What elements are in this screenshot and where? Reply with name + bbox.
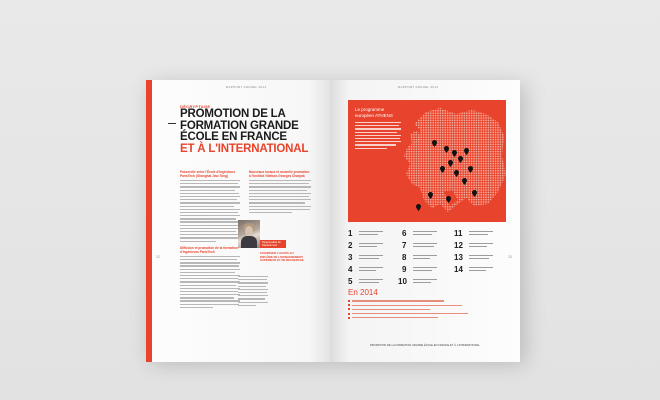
key-figures-list — [348, 300, 468, 321]
page-number: 32 — [156, 255, 160, 259]
map-pin-icon — [458, 156, 463, 163]
column-subheading: Diffusion et promotion de la formation d'ingénieurs ParisTech — [180, 245, 238, 254]
bullet-item — [348, 317, 468, 319]
legend-item — [402, 230, 437, 238]
legend-item — [348, 242, 383, 250]
legend-item — [454, 266, 493, 274]
legend-number: 5 — [348, 277, 353, 286]
map-pin-icon — [444, 146, 449, 153]
legend-item — [454, 254, 493, 262]
legend-number: 6 — [402, 229, 407, 238]
bullet-item — [348, 308, 468, 310]
photo-caption: Responsable du Département — [260, 240, 286, 248]
red-bleed-edge — [146, 80, 152, 362]
box-title-line: Le programme — [355, 107, 385, 112]
box-title-line: européen ATHENS — [355, 112, 393, 118]
box-title — [355, 107, 393, 118]
map-pin-icon — [454, 170, 459, 177]
map-pin-icon — [428, 192, 433, 199]
bullet-item — [348, 304, 468, 306]
map-pin-icon — [464, 148, 469, 155]
running-head: RAPPORT ANNUEL 2014 — [226, 85, 267, 89]
map-pin-icon — [472, 190, 477, 197]
map-pin-icon — [448, 160, 453, 167]
legend-number: 9 — [402, 265, 407, 274]
column-heading: Passerelle entre l'École d'Ingénieurs ParisTech (Shanghai Jiao Tong) — [180, 170, 236, 178]
legend-number: 11 — [454, 229, 463, 238]
legend-item — [348, 278, 383, 286]
text-column-3 — [238, 276, 268, 308]
page-number: 33 — [508, 255, 512, 259]
title-accent-line: ET À L'INTERNATIONAL — [180, 142, 309, 155]
body-text-block — [180, 180, 240, 242]
legend-item — [402, 242, 437, 250]
portrait-photo — [238, 220, 260, 248]
athens-programme-box — [348, 100, 506, 222]
pull-quote: FAVORISER L'ACCÈS AU DIPLÔME DE L'ENSEIGNEMENT SUPÉRIEUR ET DE RECHERCHE — [260, 251, 304, 262]
legend-number: 2 — [348, 241, 353, 250]
bullet-item — [348, 300, 468, 302]
legend-number: 7 — [402, 241, 407, 250]
body-text-block — [180, 256, 240, 308]
body-text-block — [238, 276, 268, 306]
year-heading: En 2014 — [348, 288, 378, 297]
map-pin-icon — [432, 140, 437, 147]
map-pin-icon — [440, 166, 445, 173]
legend-item — [398, 278, 437, 286]
box-body-text — [355, 122, 401, 151]
title-line: PROMOTION DE LA — [180, 108, 286, 120]
legend-number: 14 — [454, 265, 463, 274]
legend-item — [348, 266, 383, 274]
article-title — [180, 109, 330, 155]
legend-item — [402, 266, 437, 274]
text-column-2 — [249, 170, 311, 215]
magazine-left-page — [146, 80, 330, 362]
legend-item — [402, 254, 437, 262]
legend-item — [348, 254, 383, 262]
legend-number: 4 — [348, 265, 353, 274]
running-head: RAPPORT ANNUEL 2014 — [398, 85, 439, 89]
legend-number: 13 — [454, 253, 463, 262]
column-heading: Nouveaux locaux et nouvelle promotion à l'Institut Villebon-Georges Charpak — [249, 170, 310, 178]
legend-item — [348, 230, 383, 238]
legend-number: 3 — [348, 253, 353, 262]
map-pin-icon — [416, 204, 421, 211]
europe-dot-map — [348, 100, 506, 222]
map-pin-icon — [452, 150, 457, 157]
magazine-right-page — [330, 80, 520, 362]
body-text-block — [249, 180, 311, 213]
title-rule — [168, 123, 176, 124]
legend-number: 10 — [398, 277, 407, 286]
legend-number: 12 — [454, 241, 463, 250]
map-pin-icon — [446, 196, 451, 203]
text-column-1 — [180, 170, 240, 310]
title-line: ÉCOLE EN FRANCE — [180, 131, 287, 144]
map-pin-icon — [468, 166, 473, 173]
page-footer: PROMOTION DE LA FORMATION GRANDE ÉCOLE EN FRANCE ET À L'INTERNATIONAL — [370, 344, 480, 347]
legend-item — [454, 242, 493, 250]
legend-number: 8 — [402, 253, 407, 262]
map-pin-icon — [462, 178, 467, 185]
title-line: FORMATION GRANDE — [180, 119, 299, 132]
legend-number: 1 — [348, 229, 353, 238]
legend-item — [454, 230, 493, 238]
bullet-item — [348, 313, 468, 315]
section-label: DÉCRYPTAGE — [180, 104, 211, 109]
